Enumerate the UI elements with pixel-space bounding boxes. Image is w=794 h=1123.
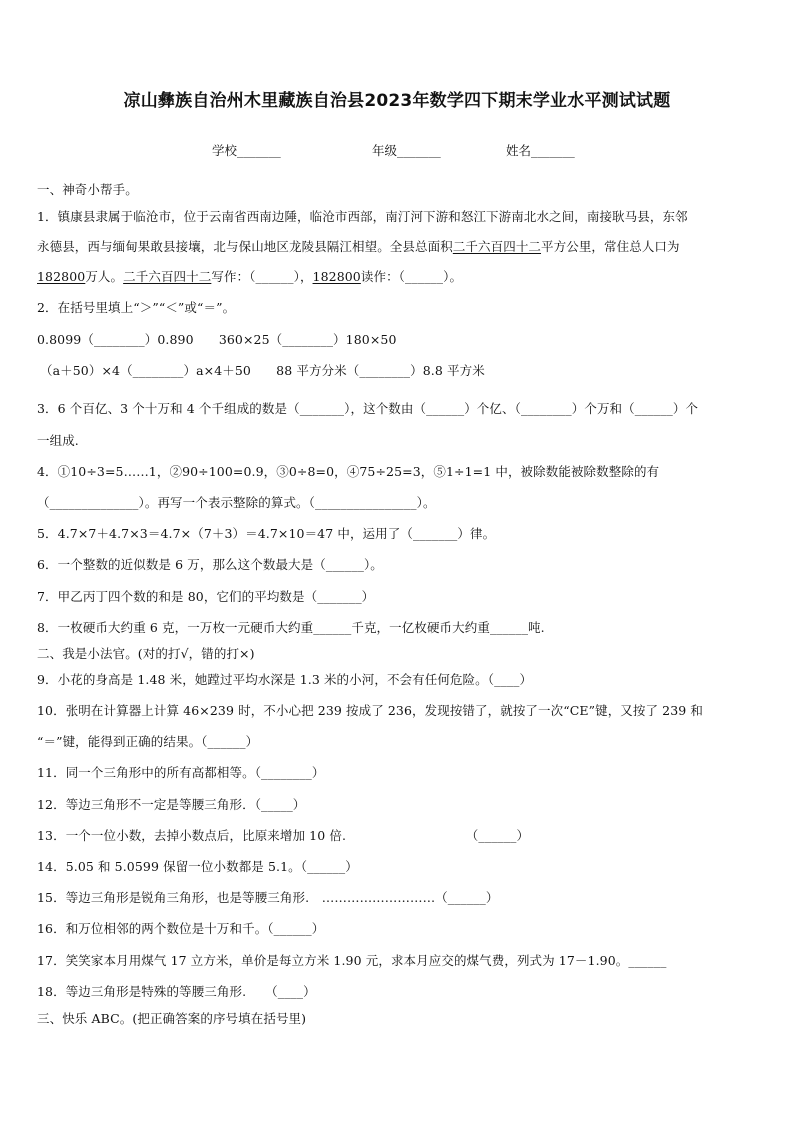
q9: 9．小花的身高是 1.48 米，她蹚过平均水深是 1.3 米的小河，不会有任何危险。（____）: [37, 672, 533, 687]
q1-line-3: [37, 268, 462, 286]
q11: 11．同一个三角形中的所有高都相等。（________）: [37, 765, 325, 780]
q3-line-2: 一组成.: [37, 433, 79, 448]
section-1-heading: 一、神奇小帮手。: [37, 182, 138, 197]
name-field: 姓名_______: [506, 143, 575, 158]
q16: 16．和万位相邻的两个数位是十万和千。（______）: [37, 921, 325, 936]
grade-field: 年级_______: [372, 143, 441, 158]
q1-population-underlined: 182800: [37, 269, 86, 284]
q18: 18．等边三角形是特殊的等腰三角形. （____）: [37, 984, 316, 999]
q10-line-1: 10．张明在计算器上计算 46×239 时，不小心把 239 按成了 236，发现按错了，就按了一次“CE”键，又按了 239 和: [37, 703, 704, 718]
q7: 7．甲乙丙丁四个数的和是 80，它们的平均数是（_______）: [37, 589, 375, 604]
q1-line-2-a: 永德县，西与缅甸果敢县接壤，北与保山地区龙陵县隔江相望。全县总面积: [37, 239, 453, 254]
q1-area-underlined-2: 二千六百四十二: [123, 269, 212, 284]
q13: 13．一个一位小数，去掉小数点后，比原来增加 10 倍. （______）: [37, 828, 530, 843]
q4-line-1: 4．①10÷3=5……1，②90÷100=0.9，③0÷8=0，④75÷25=3，⑤1÷1=1 中，被除数能被除数整除的有: [37, 464, 660, 479]
q1-line-3-b: 写作：（______），: [211, 269, 313, 284]
q17: 17．笑笑家本月用煤气 17 立方米，单价是每立方米 1.90 元，求本月应交的煤气费，列式为 17－1.90。______: [37, 953, 667, 968]
exam-title: 凉山彝族自治州木里藏族自治县2023年数学四下期末学业水平测试试题: [123, 91, 671, 111]
q1-line-2-b: 平方公里，常住总人口为: [541, 239, 680, 254]
section-3-heading: 三、快乐 ABC。(把正确答案的序号填在括号里): [37, 1011, 307, 1026]
q1-line-2: [37, 238, 680, 256]
q14: 14．5.05 和 5.0599 保留一位小数都是 5.1。（______）: [37, 859, 358, 874]
q2-line-2: 0.8099（________）0.890 360×25（________）180×50: [37, 332, 397, 347]
q1-line-3-c: 读作：（______）。: [360, 269, 463, 284]
q2-line-1: 2．在括号里填上“＞”“＜”或“＝”。: [37, 300, 236, 315]
q1-area-underlined: 二千六百四十二: [452, 239, 542, 254]
q1-line-3-a: 万人。: [85, 269, 124, 284]
q6: 6．一个整数的近似数是 6 万，那么这个数最大是（______）。: [37, 557, 383, 572]
q4-line-2: （______________）。再写一个表示整除的算式。（________________）。: [37, 495, 436, 510]
q1-line-1: 1．镇康县隶属于临沧市，位于云南省西南边陲，临沧市西部，南汀河下游和怒江下游南北水之间，南接耿马县，东邻: [37, 209, 688, 224]
q1-population-underlined-2: 182800: [312, 269, 361, 284]
q10-line-2: “＝”键，能得到正确的结果。（______）: [37, 734, 259, 749]
q3-line-1: 3．6 个百亿、3 个十万和 4 个千组成的数是（_______），这个数由（______）个亿、（________）个万和（______）个: [37, 401, 699, 416]
q2-line-3: （a＋50）×4（________）a×4＋50 88 平方分米（________）8.8 平方米: [40, 363, 485, 378]
q15: 15．等边三角形是锐角三角形，也是等腰三角形. ………………………（______）: [37, 890, 499, 905]
section-2-heading: 二、我是小法官。(对的打√，错的打×): [37, 646, 255, 661]
school-field: 学校_______: [212, 143, 281, 158]
q12: 12．等边三角形不一定是等腰三角形．（_____）: [37, 797, 306, 812]
q8: 8．一枚硬币大约重 6 克，一万枚一元硬币大约重______千克，一亿枚硬币大约重______吨.: [37, 620, 545, 635]
q5: 5．4.7×7＋4.7×3＝4.7×（7＋3）＝4.7×10＝47 中，运用了（_______）律。: [37, 526, 496, 541]
